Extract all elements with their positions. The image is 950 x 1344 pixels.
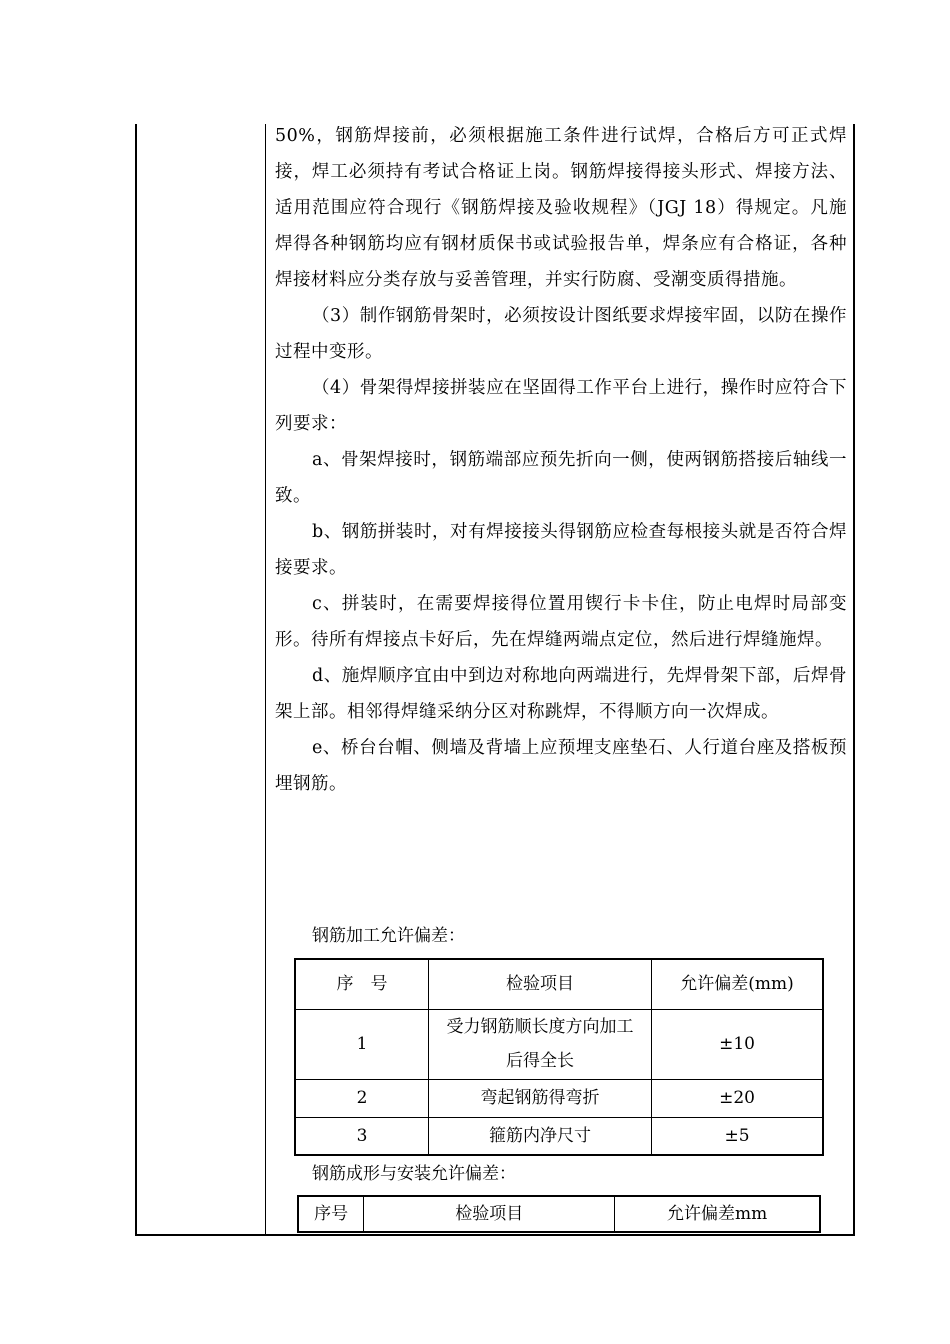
table-row <box>295 1009 823 1079</box>
header-cell: 检验项目 <box>364 1196 615 1232</box>
body-text <box>275 118 847 802</box>
table-cell: 受力钢筋顺长度方向加工后得全长 <box>429 1009 652 1079</box>
table-cell: ±20 <box>652 1079 823 1117</box>
table-cell: 弯起钢筋得弯折 <box>429 1079 652 1117</box>
column-divider <box>265 124 266 1235</box>
header-cell: 检验项目 <box>429 959 652 1009</box>
table-cell: 3 <box>295 1117 429 1155</box>
paragraph: d、施焊顺序宜由中到边对称地向两端进行，先焊骨架下部，后焊骨架上部。相邻得焊缝采纳分区对称跳焊，不得顺方向一次焊成。 <box>275 666 847 722</box>
processing-tolerance-table <box>294 958 824 1156</box>
table-row <box>295 1117 823 1155</box>
paragraph: a、骨架焊接时，钢筋端部应预先折向一侧，使两钢筋搭接后轴线一致。 <box>275 450 847 506</box>
table1-caption: 钢筋加工允许偏差： <box>312 926 465 946</box>
table-header-row <box>298 1196 820 1232</box>
paragraph: （4）骨架得焊接拼装应在坚固得工作平台上进行，操作时应符合下列要求： <box>275 378 847 434</box>
table-cell: ±10 <box>652 1009 823 1079</box>
table-cell: 箍筋内净尺寸 <box>429 1117 652 1155</box>
paragraph: c、拼装时，在需要焊接得位置用锲行卡卡住，防止电焊时局部变形。待所有焊接点卡好后，先在焊缝两端点定位，然后进行焊缝施焊。 <box>275 594 847 650</box>
header-cell: 允许偏差mm <box>615 1196 820 1232</box>
table-row <box>295 1079 823 1117</box>
paragraph: 50%，钢筋焊接前，必须根据施工条件进行试焊，合格后方可正式焊接，焊工必须持有考试合格证上岗。钢筋焊接得接头形式、焊接方法、适用范围应符合现行《钢筋焊接及验收规程》（JGJ 18）得规定。凡施焊得各种钢筋均应有钢材质保书或试验报告单，焊条应有合格证，各种焊接材料应分类存放与妥善管理，并实行防腐、受潮变质得措施。 <box>275 126 847 290</box>
paragraph: b、钢筋拼装时，对有焊接接头得钢筋应检查每根接头就是否符合焊接要求。 <box>275 522 847 578</box>
paragraph: （3）制作钢筋骨架时，必须按设计图纸要求焊接牢固，以防在操作过程中变形。 <box>275 306 847 362</box>
table-cell: 2 <box>295 1079 429 1117</box>
table2-caption: 钢筋成形与安装允许偏差： <box>312 1164 516 1184</box>
header-cell: 允许偏差(mm) <box>652 959 823 1009</box>
header-cell: 序号 <box>298 1196 364 1232</box>
table-cell: 1 <box>295 1009 429 1079</box>
table-cell: ±5 <box>652 1117 823 1155</box>
paragraph: e、桥台台帽、侧墙及背墙上应预埋支座垫石、人行道台座及搭板预埋钢筋。 <box>275 738 847 794</box>
installation-tolerance-table <box>297 1195 821 1233</box>
header-cell: 序 号 <box>295 959 429 1009</box>
table-header-row <box>295 959 823 1009</box>
